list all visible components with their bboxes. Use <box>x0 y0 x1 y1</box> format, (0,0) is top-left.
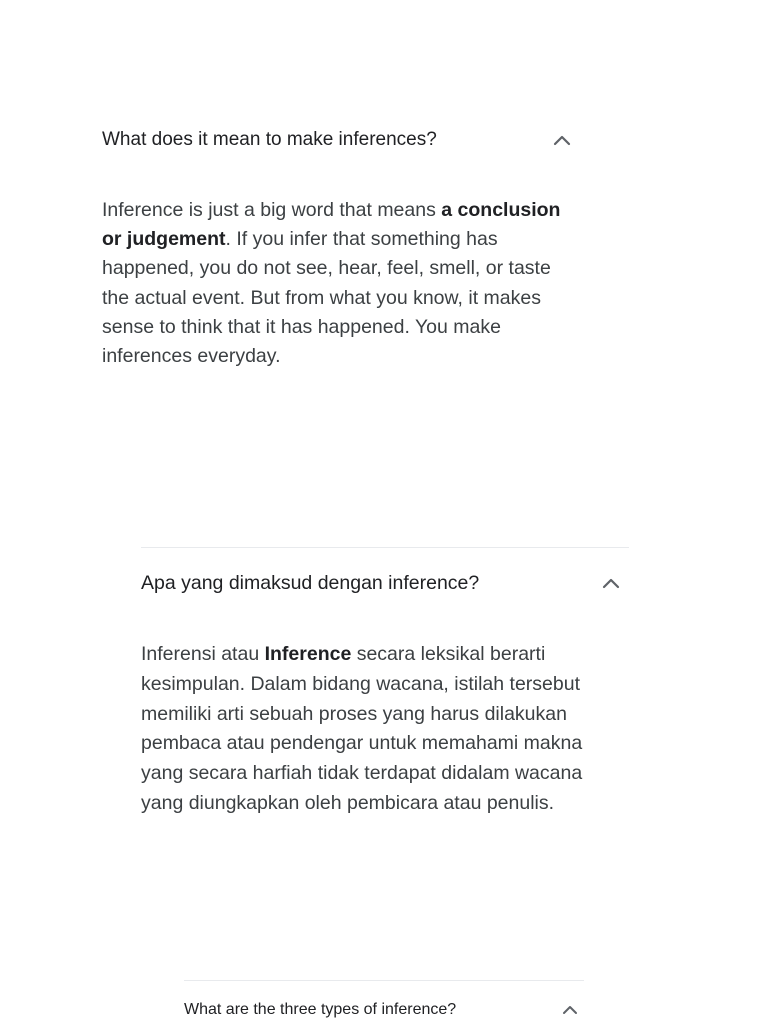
faq-answer-2-text: Inferensi atau <box>141 643 265 665</box>
chevron-up-icon[interactable] <box>558 1002 582 1018</box>
faq-answer-1 <box>102 196 580 371</box>
faq-question-2: Apa yang dimaksud dengan inference? <box>141 571 480 594</box>
faq-answer-1-bold: a conclusion or judgement <box>102 199 561 251</box>
faq-question-row-3[interactable] <box>184 998 584 1022</box>
faq-answer-2 <box>141 640 623 819</box>
chevron-up-icon[interactable] <box>599 575 623 591</box>
faq-answer-1-text: Inference is just a big word that means <box>102 199 442 221</box>
faq-question-row-2[interactable] <box>141 569 629 597</box>
chevron-up-icon[interactable] <box>550 132 574 148</box>
faq-question-row-1[interactable] <box>102 126 578 154</box>
faq-answer-1-rest: . If you infer that something has happened, you do not see, hear, feel, smell, or taste the actual event. But from what you know, it makes sense to think that it has happened. You make inferences everyday. <box>102 228 551 368</box>
faq-divider-2 <box>141 547 629 548</box>
faq-answer-2-bold: Inference <box>264 643 352 665</box>
faq-question-3: What are the three types of inference? <box>184 1001 457 1018</box>
faq-divider-3 <box>184 980 584 981</box>
faq-question-1: What does it mean to make inferences? <box>102 129 437 150</box>
faq-answer-2-rest: secara leksikal berarti kesimpulan. Dalam bidang wacana, istilah tersebut memiliki arti sebuah proses yang harus dilakukan pembaca atau pendengar untuk memahami makna yang secara harfiah tidak terdapat didalam wacana yang diungkapkan oleh pembicara atau penulis. <box>141 643 583 814</box>
